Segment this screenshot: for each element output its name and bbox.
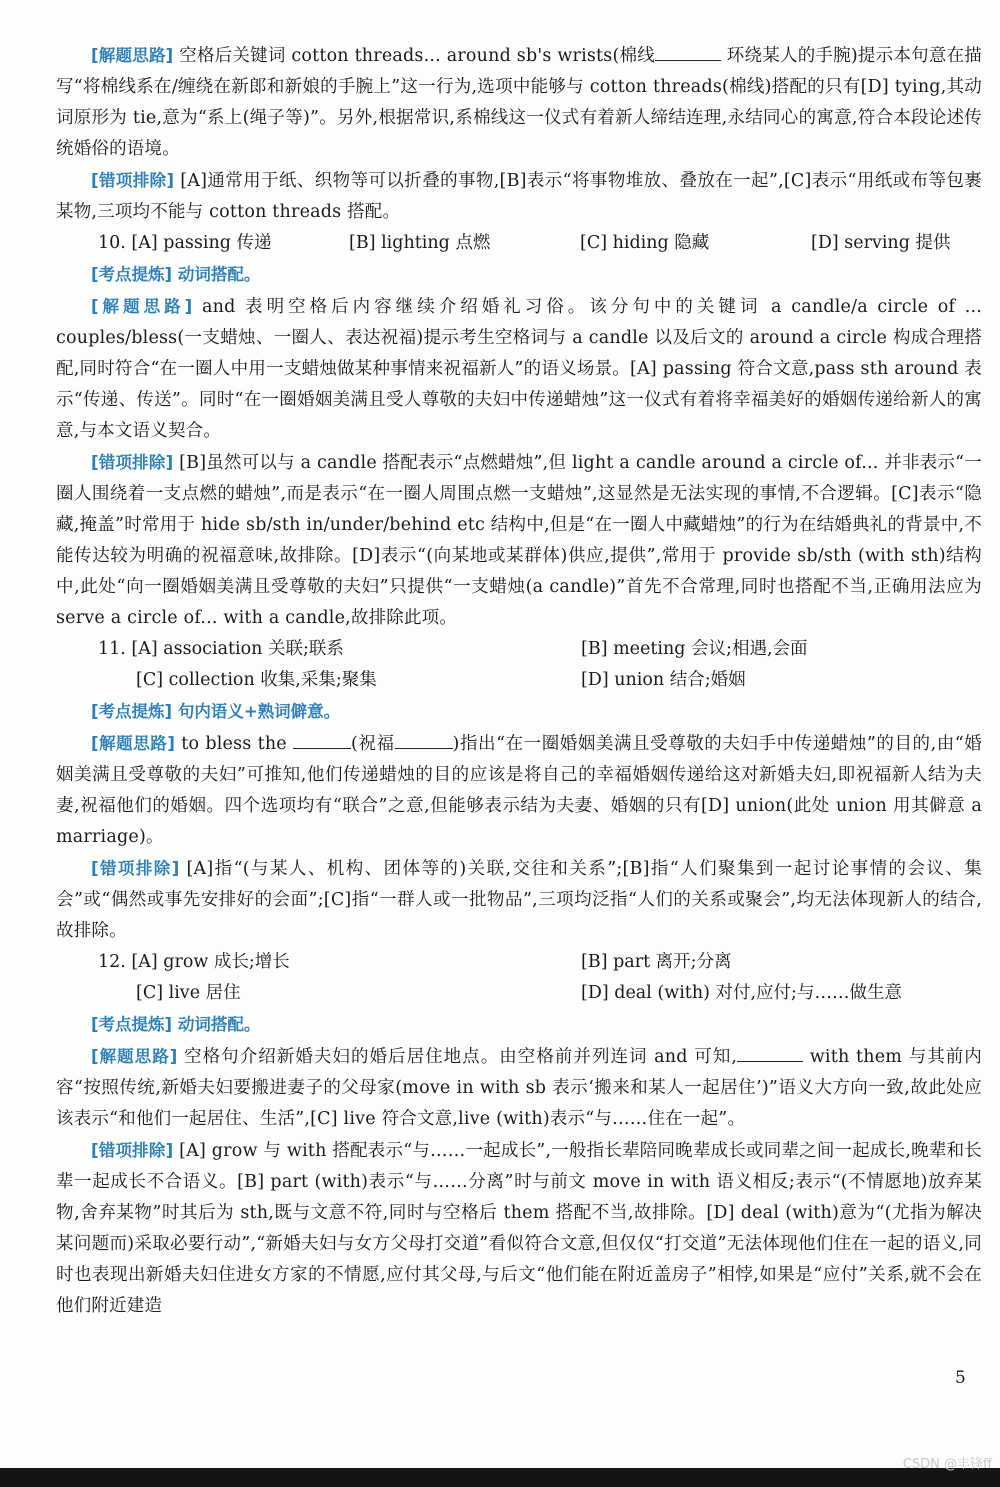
question-12-options-row1: [56, 947, 982, 978]
analysis-text: 环绕某人的手腕)提示本句意在描写“将棉线系在/缠绕在新郎和新娘的手腕上”这一行为,选项中能够与 cotton threads(棉线)搭配的只有[D] tying,其动词原形为 tie,意为“系上(绳子等)”。另外,根据常识,系棉线这一仪式有着新人缔结连理,永结同心的寓意,符合本段论述传统婚俗的语境。: [56, 46, 982, 159]
point-line-11: [56, 696, 982, 728]
analysis-text: and 表明空格后内容继续介绍婚礼习俗。该分句中的关键词 a candle/a circle of ... couples/bless(一支蜡烛、一圈人、表达祝福)提示考生空格词与 a candle 以及后文的 around a circle 构成合理搭配,同时符合“在一圈人中用一支蜡烛做某种事情来祝福新人”的语义场景。[A] passing 符合文意,pass sth around 表示“传递、传送”。同时“在一圈婚姻美满且受人尊敬的夫妇中传递蜡烛”这一仪式有着将幸福美好的婚姻传递给新人的寓意,与本文语义契合。: [56, 297, 982, 441]
analysis-text: )指出“在一圈婚姻美满且受尊敬的夫妇手中传递蜡烛”的目的,由“婚姻美满且受尊敬的夫妇”可推知,他们传递蜡烛的目的应该是将自己的幸福婚姻传递给这对新婚夫妇,即祝福新人结为夫妻,祝福他们的婚姻。四个选项均有“联合”之意,但能够表示结为夫妻、婚姻的只有[D] union(此处 union 用其僻意 a marriage)。: [56, 734, 983, 847]
analysis-paragraph-11: [56, 728, 982, 853]
point-tag: [考点提炼] 动词搭配。: [91, 1015, 261, 1034]
analysis-tag: [解题思路]: [91, 297, 193, 316]
option-d: [D] deal (with) 对付,应付;与……做生意: [581, 983, 902, 1003]
answer-blank: [655, 42, 721, 61]
exclude-paragraph-12: [56, 1135, 982, 1322]
analysis-paragraph-12: [56, 1041, 982, 1135]
analysis-text: to bless the: [181, 734, 287, 754]
option-c: [C] hiding 隐藏: [580, 233, 710, 253]
point-tag: [考点提炼] 句内语义+熟词僻意。: [91, 702, 341, 721]
answer-blank: [395, 730, 453, 749]
option-c: [C] live 居住: [136, 983, 241, 1003]
option-d: [D] serving 提供: [811, 233, 951, 253]
answer-blank: [293, 730, 351, 749]
analysis-paragraph-10: [56, 291, 982, 447]
option-a: 10. [A] passing 传递: [98, 233, 272, 253]
question-11-options-row2: [56, 665, 982, 696]
exclude-text: [B]虽然可以与 a candle 搭配表示“点燃蜡烛”,但 light a candle around a circle of... 并非表示“一圈人围绕着一支点燃的蜡烛”,而是表示“在一圈人周围点燃一支蜡烛”,这显然是无法实现的事情,不合逻辑。[C]表示“隐藏,掩盖”时常用于 hide sb/sth in/under/behind etc 结构中,但是“在一圈人中藏蜡烛”的行为在结婚典礼的背景中,不能传达较为明确的祝福意味,故排除。[D]表示“(向某地或某群体)供应,提供”,常用于 provide sb/sth (with sth)结构中,此处“向一圈婚姻美满且受尊敬的夫妇”只提供“一支蜡烛(a candle)”首先不合常理,同时也搭配不当,正确用法应为 serve a circle of... with a candle,故排除此项。: [56, 453, 982, 628]
option-b: [B] lighting 点燃: [349, 233, 491, 253]
analysis-tag: [解题思路]: [91, 734, 176, 753]
watermark: CSDN @丰锋ff: [902, 1457, 992, 1472]
exclude-paragraph-11: [56, 853, 982, 947]
option-d: [D] union 结合;婚姻: [581, 670, 746, 690]
question-12-options-row2: [56, 978, 982, 1009]
analysis-paragraph-9: [56, 40, 982, 165]
option-b: [B] meeting 会议;相遇,会面: [581, 639, 808, 659]
answer-blank: [737, 1043, 803, 1062]
option-a: 12. [A] grow 成长;增长: [98, 952, 290, 972]
question-10-options: [56, 228, 982, 259]
exclude-paragraph-9: [56, 165, 982, 228]
analysis-text: 空格后关键词 cotton threads... around sb's wrists(棉线: [179, 46, 655, 66]
exclude-tag: [错项排除]: [91, 453, 174, 472]
option-c: [C] collection 收集,采集;聚集: [136, 670, 377, 690]
exclude-tag: [错项排除]: [91, 859, 180, 878]
page-number: 5: [955, 1368, 966, 1388]
point-line-12: [56, 1009, 982, 1041]
option-b: [B] part 离开;分离: [581, 952, 732, 972]
option-a: 11. [A] association 关联;联系: [98, 639, 344, 659]
point-line-10: [56, 259, 982, 291]
exclude-text: [A]通常用于纸、织物等可以折叠的事物,[B]表示“将事物堆放、叠放在一起”,[C]表示“用纸或布等包裹某物,三项均不能与 cotton threads 搭配。: [56, 171, 982, 222]
exclude-tag: [错项排除]: [91, 171, 175, 190]
analysis-text: with them 与其前内容“按照传统,新婚夫妇要搬进妻子的父母家(move in with sb 表示‘搬来和某人一起居住’)”语义大方向一致,故此处应该表示“和他们一起居住、生活”,[C] live 符合文意,live (with)表示“与……住在一起”。: [56, 1047, 982, 1129]
analysis-tag: [解题思路]: [91, 1047, 178, 1066]
exclude-text: [A]指“(与某人、机构、团体等的)关联,交往和关系”;[B]指“人们聚集到一起讨论事情的会议、集会”或“偶然或事先安排好的会面”;[C]指“一群人或一批物品”,三项均泛指“人们的关系或聚会”,均无法体现新人的结合,故排除。: [56, 859, 982, 941]
analysis-text: 空格句介绍新婚夫妇的婚后居住地点。由空格前并列连词 and 可知,: [184, 1047, 738, 1067]
point-tag: [考点提炼] 动词搭配。: [91, 265, 261, 284]
question-11-options-row1: [56, 634, 982, 665]
exclude-tag: [错项排除]: [91, 1141, 174, 1160]
analysis-tag: [解题思路]: [91, 46, 174, 65]
viewer-bottom-bar: [0, 1468, 1000, 1487]
exclude-paragraph-10: [56, 447, 982, 634]
analysis-text: (祝福: [351, 734, 395, 754]
exclude-text: [A] grow 与 with 搭配表示“与……一起成长”,一般指长辈陪同晚辈成长或同辈之间一起成长,晚辈和长辈一起成长不合语义。[B] part (with)表示“与……分离”时与前文 move in with 语义相反;表示“(不情愿地)放弃某物,舍弃某物”时其后为 sth,既与文意不符,同时与空格后 them 搭配不当,故排除。[D] deal (with)意为“(尤指为解决某问题而)采取必要行动”,“新婚夫妇与女方父母打交道”看似符合文意,但仅仅“打交道”无法体现他们住在一起的语义,同时也表现出新婚夫妇住进女方家的不情愿,应付其父母,与后文“他们能在附近盖房子”相悖,如果是“应付”关系,就不会在他们附近建造: [56, 1141, 982, 1316]
